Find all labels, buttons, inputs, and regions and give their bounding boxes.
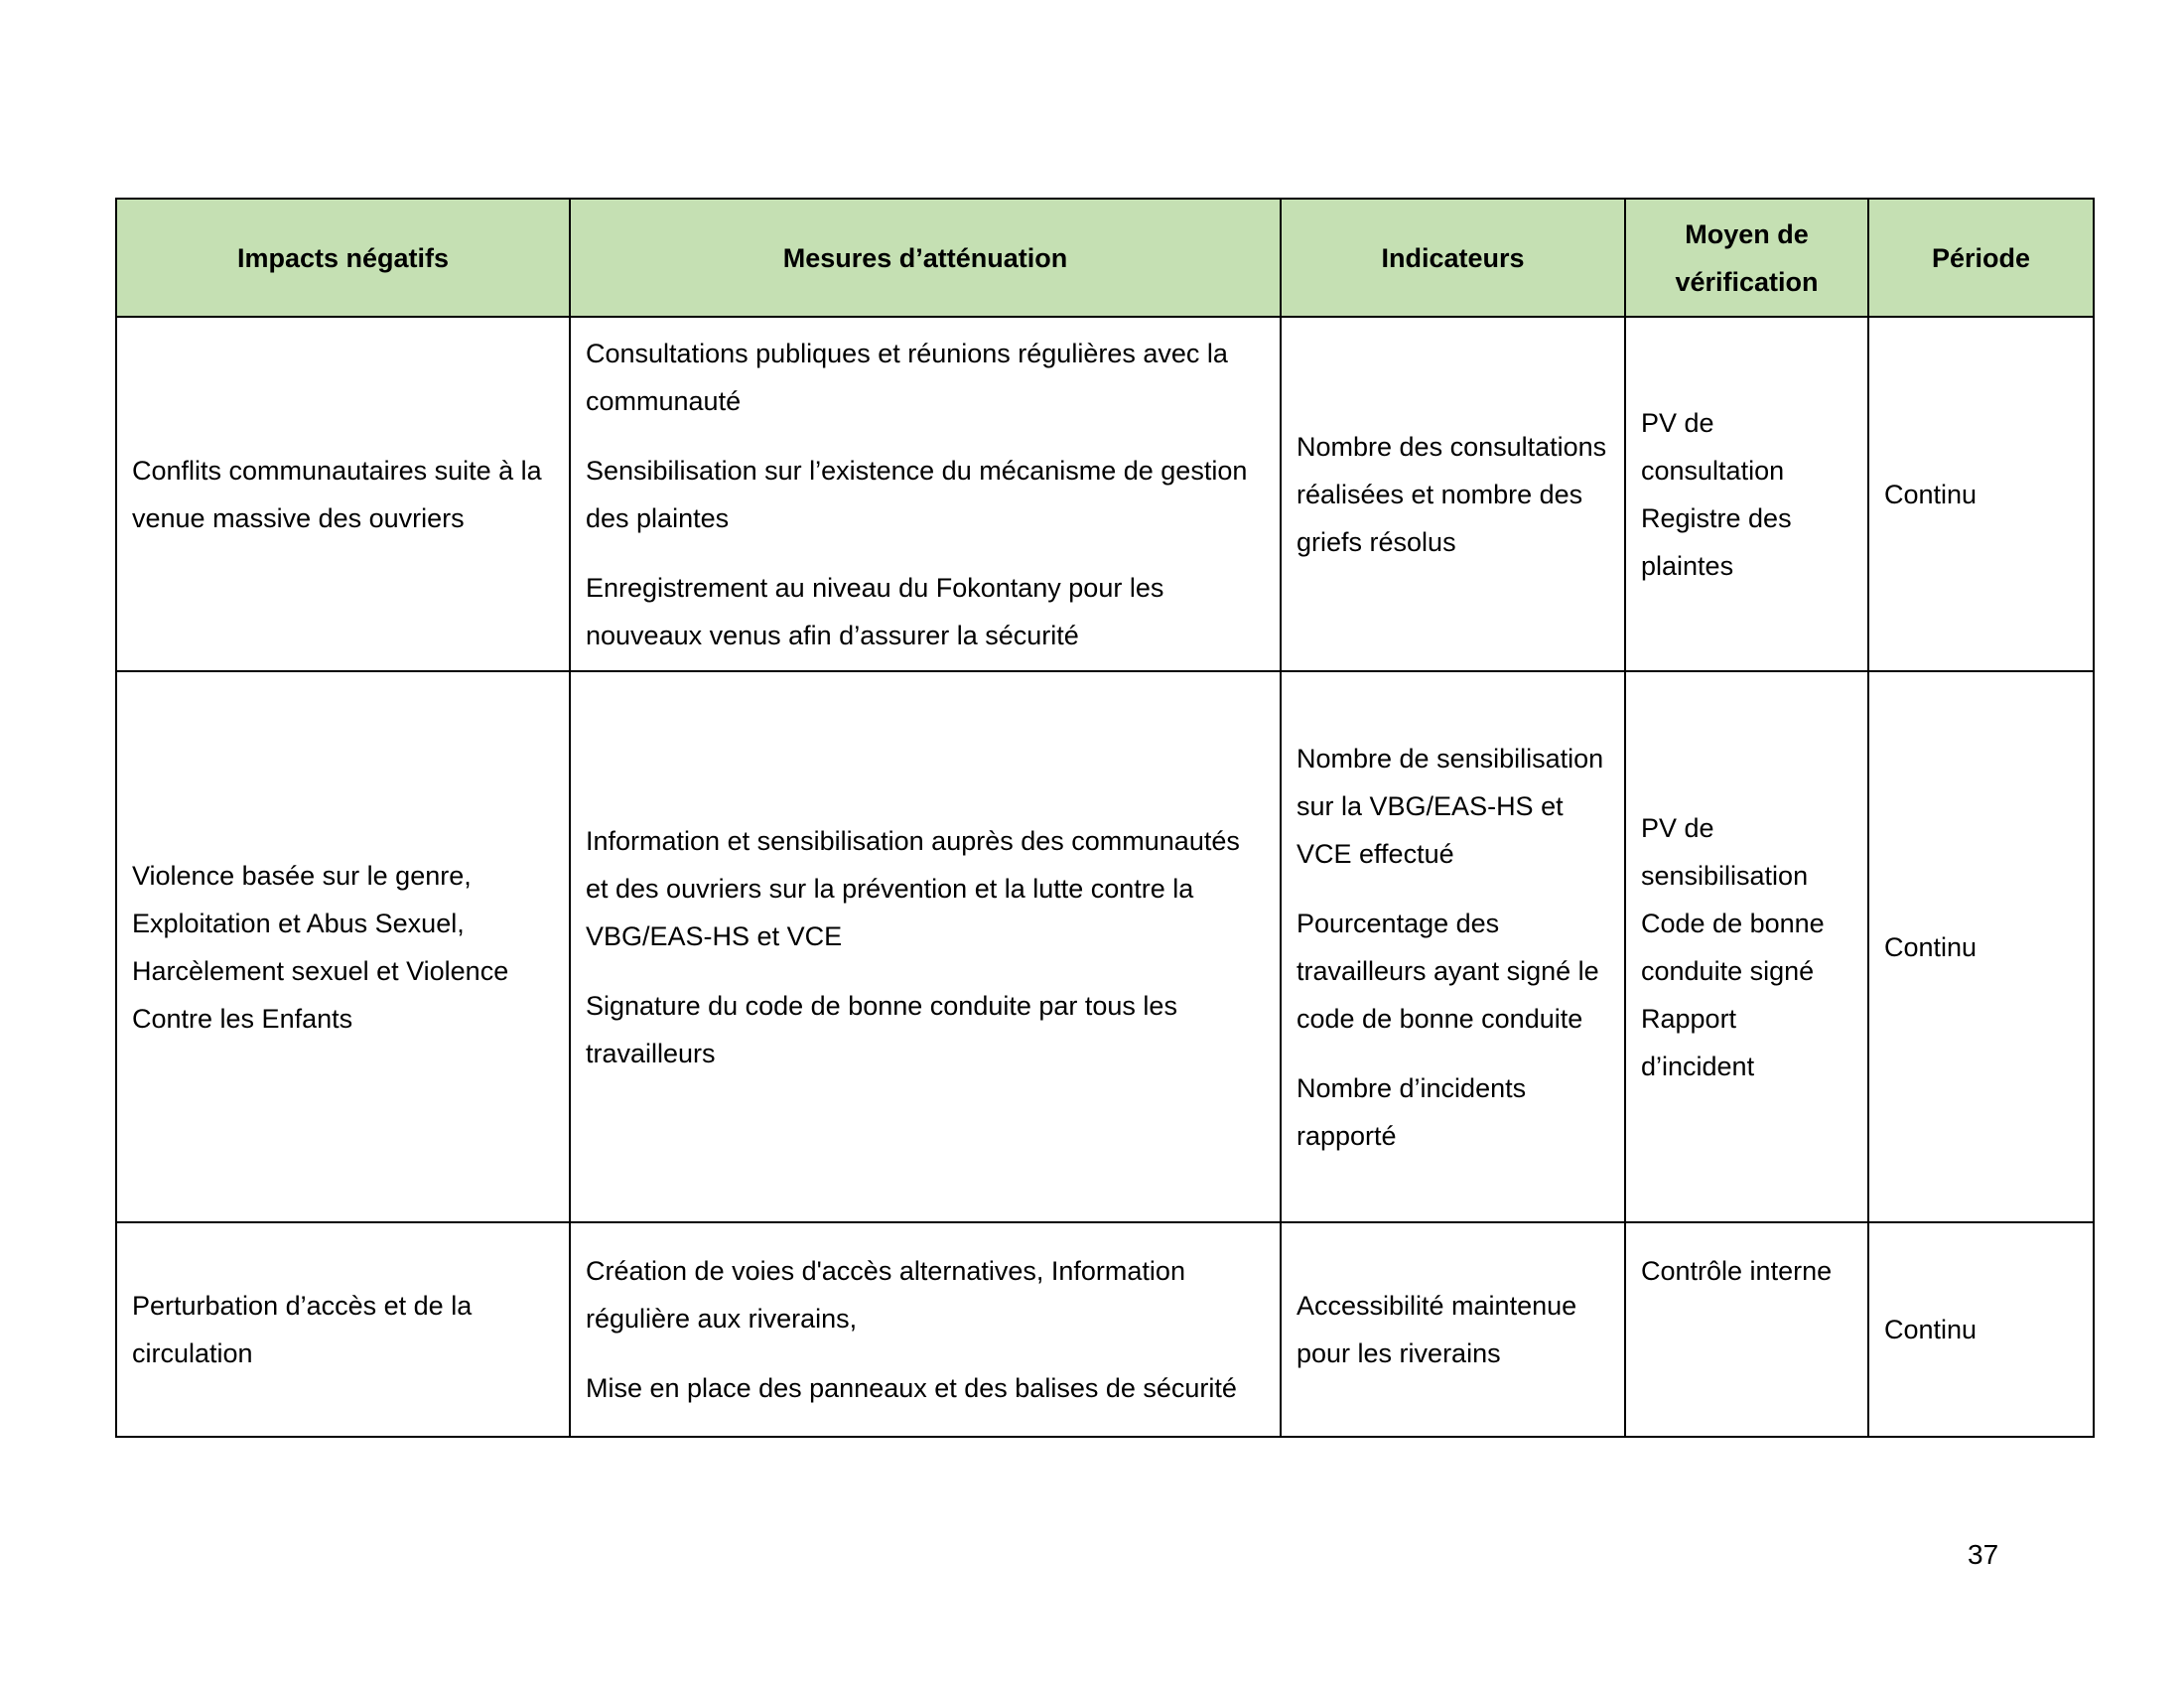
indicateur-item: Pourcentage des travailleurs ayant signé le code de bonne conduite [1297, 908, 1599, 1034]
indicateurs-cell [1281, 317, 1625, 671]
periode-cell: Continu [1868, 317, 2094, 671]
header-impacts: Impacts négatifs [116, 199, 570, 317]
verification-line: Code de bonne [1641, 908, 1825, 938]
verification-line: conduite signé [1641, 955, 1815, 986]
indicateur-item: Nombre d’incidents rapporté [1297, 1072, 1527, 1151]
verification-line: Contrôle interne [1641, 1256, 1833, 1286]
verification-cell [1625, 317, 1868, 671]
indicateur-item: Nombre des consultations réalisées et nombre des griefs résolus [1297, 431, 1607, 557]
verification-cell [1625, 1222, 1868, 1437]
indicateur-item: Accessibilité maintenue pour les riverains [1297, 1291, 1577, 1368]
verification-line: plaintes [1641, 550, 1734, 581]
mesure-item: Information et sensibilisation auprès des communautés et des ouvriers sur la prévention et la lutte contre la VBG/EAS-HS et VCE [586, 825, 1240, 951]
mesures-cell [570, 317, 1281, 671]
impact-cell: Perturbation d’accès et de la circulation [116, 1222, 570, 1437]
header-indicateurs: Indicateurs [1281, 199, 1625, 317]
table-header-row [116, 199, 2094, 317]
table-row [116, 1222, 2094, 1437]
verification-line: consultation [1641, 455, 1785, 486]
page-number: 37 [1968, 1539, 1999, 1570]
header-periode: Période [1868, 199, 2094, 317]
periode-cell: Continu [1868, 671, 2094, 1222]
mesure-item: Création de voies d'accès alternatives, Information régulière aux riverains, [586, 1256, 1185, 1334]
header-mesures: Mesures d’atténuation [570, 199, 1281, 317]
header-verification: Moyen de vérification [1625, 199, 1868, 317]
mesures-cell [570, 671, 1281, 1222]
verification-cell [1625, 671, 1868, 1222]
periode-cell: Continu [1868, 1222, 2094, 1437]
mesure-item: Sensibilisation sur l’existence du mécanisme de gestion des plaintes [586, 455, 1248, 533]
table-row [116, 317, 2094, 671]
indicateur-item: Nombre de sensibilisation sur la VBG/EAS-HS et VCE effectué [1297, 743, 1604, 869]
verification-line: PV de [1641, 812, 1714, 843]
mesure-item: Mise en place des panneaux et des balises de sécurité [586, 1373, 1237, 1403]
mitigation-table [115, 198, 2095, 1438]
table-row [116, 671, 2094, 1222]
mesures-cell [570, 1222, 1281, 1437]
mesure-item: Enregistrement au niveau du Fokontany pour les nouveaux venus afin d’assurer la sécurité [586, 572, 1164, 650]
impact-cell: Violence basée sur le genre, Exploitation et Abus Sexuel, Harcèlement sexuel et Violence Contre les Enfants [116, 671, 570, 1222]
verification-line: Rapport [1641, 1003, 1737, 1034]
verification-line: d’incident [1641, 1051, 1755, 1081]
impact-cell: Conflits communautaires suite à la venue massive des ouvriers [116, 317, 570, 671]
indicateurs-cell [1281, 671, 1625, 1222]
verification-line: Registre des [1641, 502, 1792, 533]
mesure-item: Consultations publiques et réunions régulières avec la communauté [586, 338, 1228, 416]
indicateurs-cell [1281, 1222, 1625, 1437]
mesure-item: Signature du code de bonne conduite par tous les travailleurs [586, 990, 1177, 1068]
verification-line: PV de [1641, 407, 1714, 438]
verification-line: sensibilisation [1641, 860, 1809, 891]
